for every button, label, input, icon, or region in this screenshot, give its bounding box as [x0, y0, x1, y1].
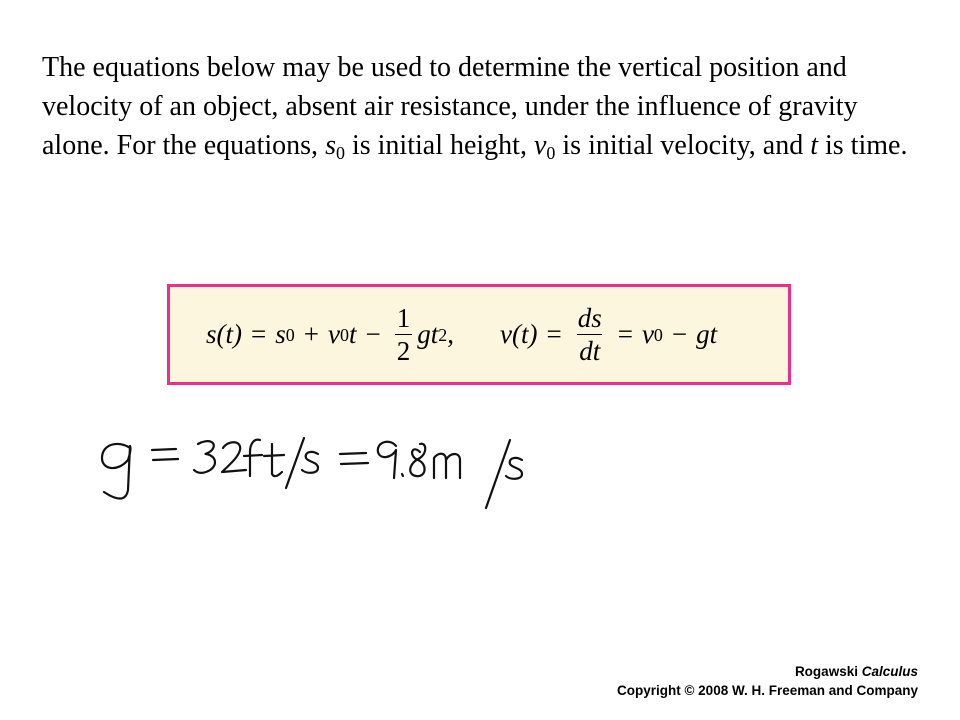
fraction-denominator: dt — [579, 336, 601, 366]
equals-sign: = — [546, 319, 562, 349]
s-subscript: 0 — [335, 143, 345, 163]
gt-term: gt — [696, 319, 718, 349]
intro-text-2: is initial height, — [344, 130, 534, 161]
copyright-line: Copyright © 2008 W. H. Freeman and Company — [616, 683, 918, 698]
v-symbol: v — [533, 130, 547, 161]
gt-term: gt — [417, 319, 439, 349]
equals-sign: = — [617, 319, 633, 349]
intro-text-3: is initial velocity, and — [555, 130, 811, 161]
one-half-fraction — [395, 303, 413, 366]
velocity-lhs: v(t) — [499, 319, 538, 349]
s-symbol: s — [325, 130, 336, 161]
position-lhs: s(t) — [206, 319, 242, 349]
ds-dt-fraction — [576, 303, 604, 366]
author-name: Rogawski — [794, 664, 862, 679]
t-symbol: t — [810, 130, 818, 161]
fraction-denominator: 2 — [396, 336, 411, 366]
comma: , — [447, 319, 454, 349]
intro-text-4: is time. — [818, 130, 908, 161]
intro-text-1: The equations below may be used to determine the vertical position and velocity of an object, absent air resistance, under the influence of gravity alone. For the equations, — [42, 52, 858, 161]
plus-sign: + — [303, 319, 319, 349]
equals-sign: = — [251, 319, 267, 349]
minus-sign: − — [671, 319, 688, 349]
handwritten-note — [90, 430, 550, 530]
fraction-numerator: ds — [577, 303, 602, 333]
intro-paragraph — [42, 48, 922, 165]
equation-row: s(t) = s 0 + v 0 t − $\frac{1}{2}$ gt 2 , v(t) = $\frac{ds}{dt}$ = v 0 − gt — [206, 303, 718, 366]
fraction-numerator: 1 — [396, 303, 411, 333]
v-subscript: 0 — [546, 143, 556, 163]
v0-symbol: v — [327, 319, 340, 349]
book-title: Calculus — [861, 664, 918, 679]
s0-symbol: s — [275, 319, 286, 349]
v0-symbol: v — [641, 319, 654, 349]
minus-sign: − — [365, 319, 381, 349]
t-variable: t — [348, 319, 357, 349]
book-credit-line — [617, 662, 918, 681]
equation-box — [167, 284, 791, 385]
copyright-credit — [617, 662, 918, 700]
